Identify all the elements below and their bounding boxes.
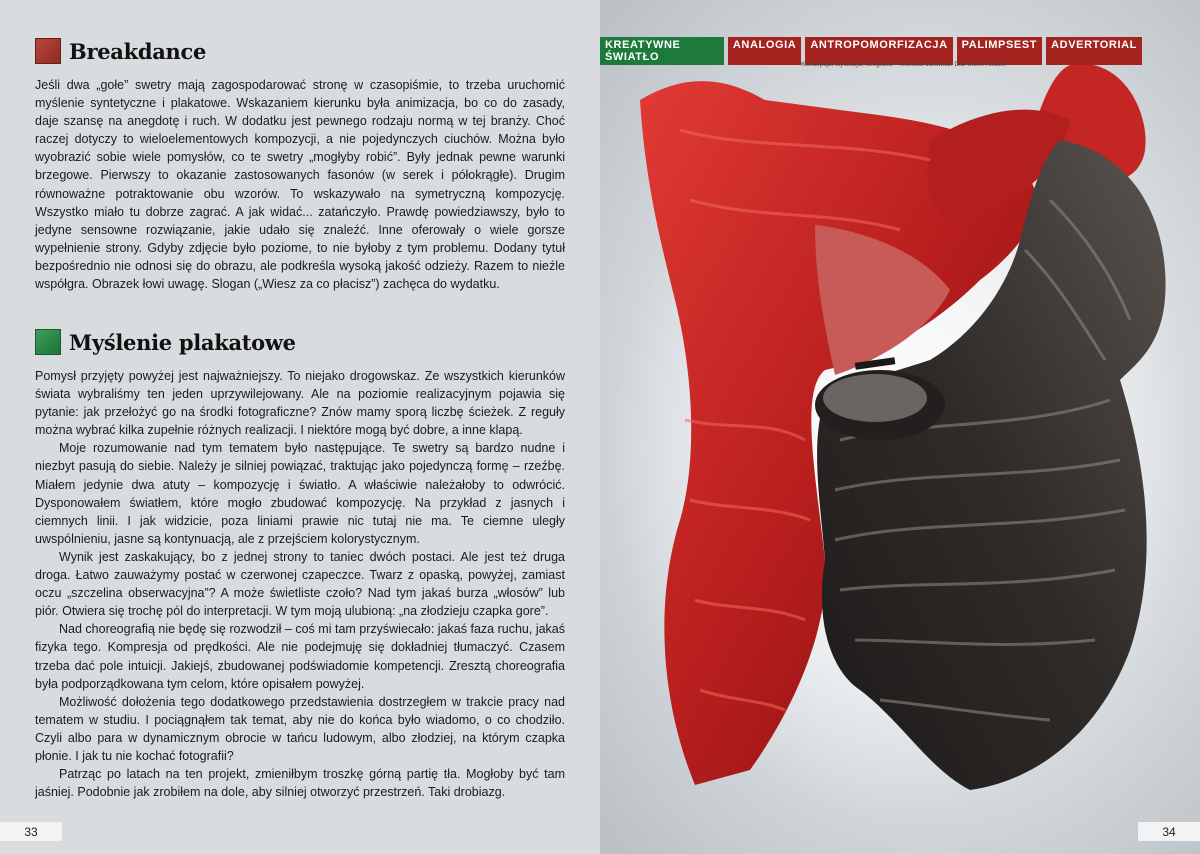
paragraph: Możliwość dołożenia tego dodatkowego przedstawienia dostrzegłem w trakcie pracy nad tematem w studiu. I pociągnąłem tak temat, aby nie do końca było wiadomo, o co chodziło. Czyli albo para w dynamicznym obrocie w tańcu ludowym, albo złodziej, na którym czapka płonie. I jak tu nie kochać fotografii? (35, 694, 565, 763)
tag-antropomorfizacja: ANTROPOMORFIZACJA (805, 37, 952, 65)
right-page (600, 0, 1200, 854)
page-number-left: 33 (0, 822, 62, 841)
green-square-icon (35, 329, 61, 355)
tag-analogia: ANALOGIA (728, 37, 801, 65)
section-body (35, 76, 565, 293)
sweater-photo (600, 0, 1200, 854)
paragraph: Pomysł przyjęty powyżej jest najważniejszy. To niejako drogowskaz. Ze wszystkich kierunków świata wybraliśmy ten jeden uprzywilejowany. Ale na poziomie realizacyjnym pojawia się pytanie: jak przełożyć go na środki fotograficzne? Znów mamy sporą liczbę ścieżek. Z reguły można wybrać kilka zupełnie różnych realizacji. I niektóre mogą być dobre, a inne klapą. (35, 369, 565, 438)
section-breakdance (35, 36, 565, 293)
section-heading (35, 327, 565, 357)
paragraph: Wynik jest zaskakujący, bo z jednej strony to taniec dwóch postaci. Ale jest też druga droga. Łatwo zauważymy postać w czerwonej czapeczce. Twarz z opaską, powyżej, zamiast oczu „szczelina obserwacyjna”? A może świetliste czoło? Nad tym jakaś burza „włosów” lub piór. Otwiera się trochę pól do interpretacji. W tym moją ulubioną: „na złodzieju czapka gore”. (35, 549, 565, 619)
tag-palimpsest: PALIMPSEST (957, 37, 1042, 65)
tag-advertorial: ADVERTORIAL (1046, 37, 1142, 65)
section-title: Myślenie plakatowe (69, 329, 296, 355)
photo-credit: Koncepcja, stylizacja, fotografia – Wiesław Jurewicz. Dla: Mens Health. (801, 61, 1006, 68)
paragraph: Jeśli dwa „gołe” swetry mają zagospodarować stronę w czasopiśmie, to trzeba uruchomić myślenie syntetyczne i plakatowe. Wskazaniem kierunku była animizacja, bo co do zasady, daje szansę na anegdotę i ruch. W dodatku jest pewnego rodzaju normą w tej branży. Choć raczej dotyczy to wieloelementowych kompozycji, a nie pojedynczych ciuchów. Można było wyobrazić sobie wiele pomysłów, co te swetry „mogłyby robić”. Były jednak pewne warunki brzegowe. Pierwszy to okazanie zastosowanych fasonów (w serek i półokrągłe). Drugim równoważne potraktowanie obu wzorów. To wskazywało na symetryczną kompozycję. Wszystko miało tu dobrze zagrać. A jak widać... zatańczyło. Prawdę powiedziawszy, było to jedyne sensowne rozwiązanie, jakie udało się znaleźć. Inne oferowały o wiele gorsze wypełnienie strony. Gdyby zdjęcie było poziome, to nie byłoby z tym problemu. Dodany tytuł bezpośrednio nie odnosi się do obrazu, ale podkreśla wysoką jakość odzieży. Razem to nieźle współgra. Obrazek łowi uwagę. Slogan („Wiesz za co płacisz”) zachęca do wydatku. (35, 78, 565, 292)
paragraph: Moje rozumowanie nad tym tematem było następujące. Te swetry są bardzo nudne i niezbyt pasują do siebie. Należy je silniej powiązać, traktując jako pojedynczą formę – rzeźbę. Miałem jedynie dwa atuty – kompozycję i światło. A właściwie należałoby to odwrócić. Dysponowałem światłem, które mogło zbudować kompozycję. Na przykład z jasnych i ciemnych linii. I jak widzicie, poza liniami prawie nic tutaj nie ma. Te ciemne uległy uwspólnieniu, jasne są kontynuacją, ale z przejściem kolorystycznym. (35, 441, 565, 546)
page-number-right: 34 (1138, 822, 1200, 841)
section-heading (35, 36, 565, 66)
paragraph: Patrząc po latach na ten projekt, zmieniłbym troszkę górną partię tła. Mogłoby być tam jaśniej. Podobnie jak zrobiłem na dole, aby silniej otworzyć przestrzeń. Taki drobiazg. (35, 767, 565, 800)
paragraph: Nad choreografią nie będę się rozwodził – coś mi tam przyświecało: jakaś faza ruchu, jakaś fizyka tego. Kompresja od prędkości. Ale nie podejmuję się dokładniej tłumaczyć. Czasem trzeba dać pole intuicji. Jakiejś, zbudowanej podświadomie kompetencji. Zresztą choreografia była podporządkowana tym celom, które opisałem powyżej. (35, 622, 565, 691)
section-body (35, 367, 565, 801)
red-square-icon (35, 38, 61, 64)
tag-kreatywne-swiatlo: KREATYWNE ŚWIATŁO (600, 37, 724, 65)
section-title: Breakdance (69, 38, 207, 64)
section-myslenie-plakatowe (35, 327, 565, 801)
